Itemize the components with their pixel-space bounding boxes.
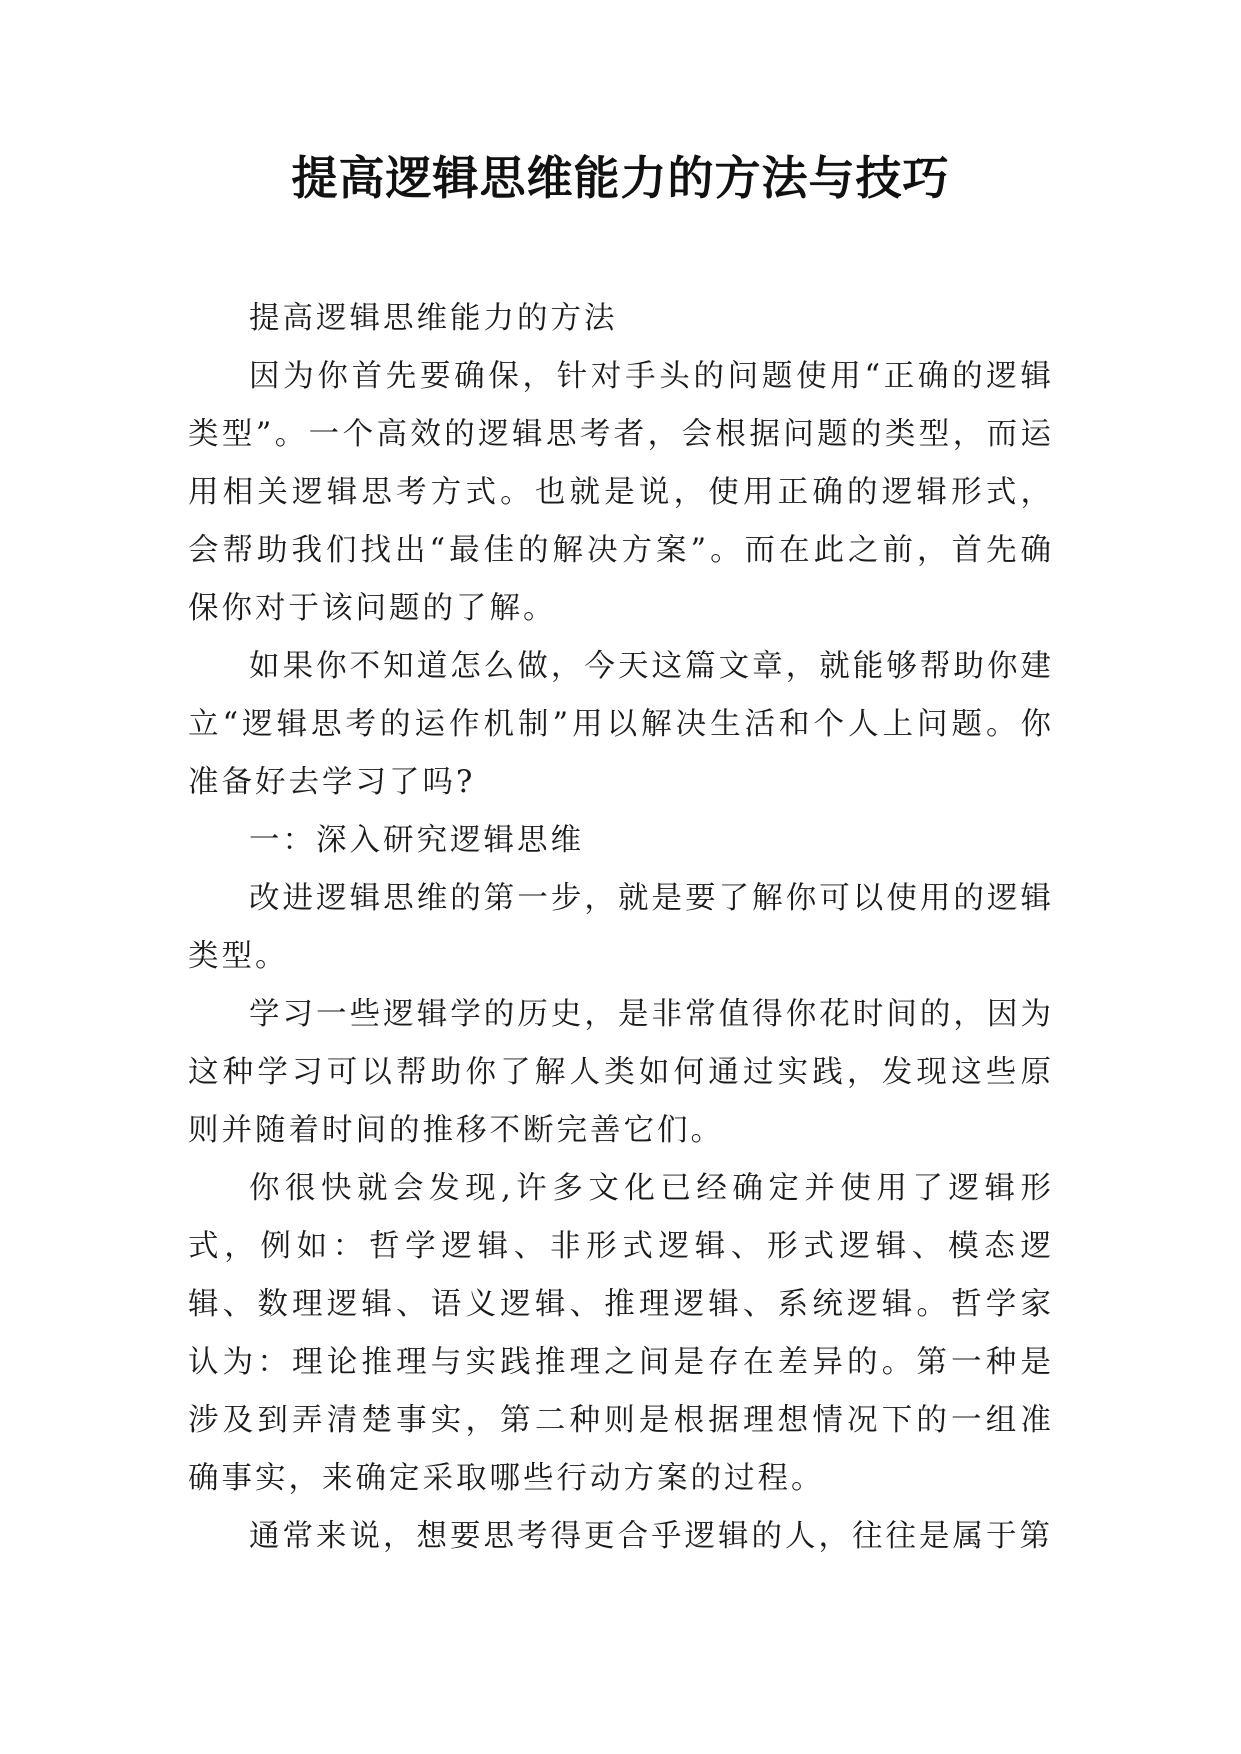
- section-heading: 提高逻辑思维能力的方法: [249, 301, 618, 336]
- section-heading: 一：深入研究逻辑思维: [249, 823, 584, 858]
- paragraph: 改进逻辑思维的第一步，就是要了解你可以使用的逻辑类型。: [188, 881, 1054, 974]
- paragraph: 学习一些逻辑学的历史，是非常值得你花时间的，因为这种学习可以帮助你了解人类如何通过实践，发现这些原则并随着时间的推移不断完善它们。: [188, 997, 1054, 1148]
- paragraph: 通常来说，想要思考得更合乎逻辑的人，往往是属于第: [249, 1519, 1053, 1554]
- paragraph: 你很快就会发现,许多文化已经确定并使用了逻辑形式，例如：哲学逻辑、非形式逻辑、形式逻辑、模态逻辑、数理逻辑、语义逻辑、推理逻辑、系统逻辑。哲学家认为：理论推理与实践推理之间是存在差异的。第一种是涉及到弄清楚事实，第二种则是根据理想情况下的一组准确事实，来确定采取哪些行动方案的过程。: [188, 1171, 1054, 1496]
- document-title: 提高逻辑思维能力的方法与技巧: [291, 151, 950, 205]
- paragraph: 因为你首先要确保，针对手头的问题使用“正确的逻辑类型”。一个高效的逻辑思考者，会根据问题的类型，而运用相关逻辑思考方式。也就是说，使用正确的逻辑形式，会帮助我们找出“最佳的解决方案”。而在此之前，首先确保你对于该问题的了解。: [188, 359, 1054, 626]
- document-body: [188, 290, 1054, 1566]
- paragraph: 如果你不知道怎么做，今天这篇文章，就能够帮助你建立“逻辑思考的运作机制”用以解决生活和个人上问题。你准备好去学习了吗?: [188, 649, 1054, 800]
